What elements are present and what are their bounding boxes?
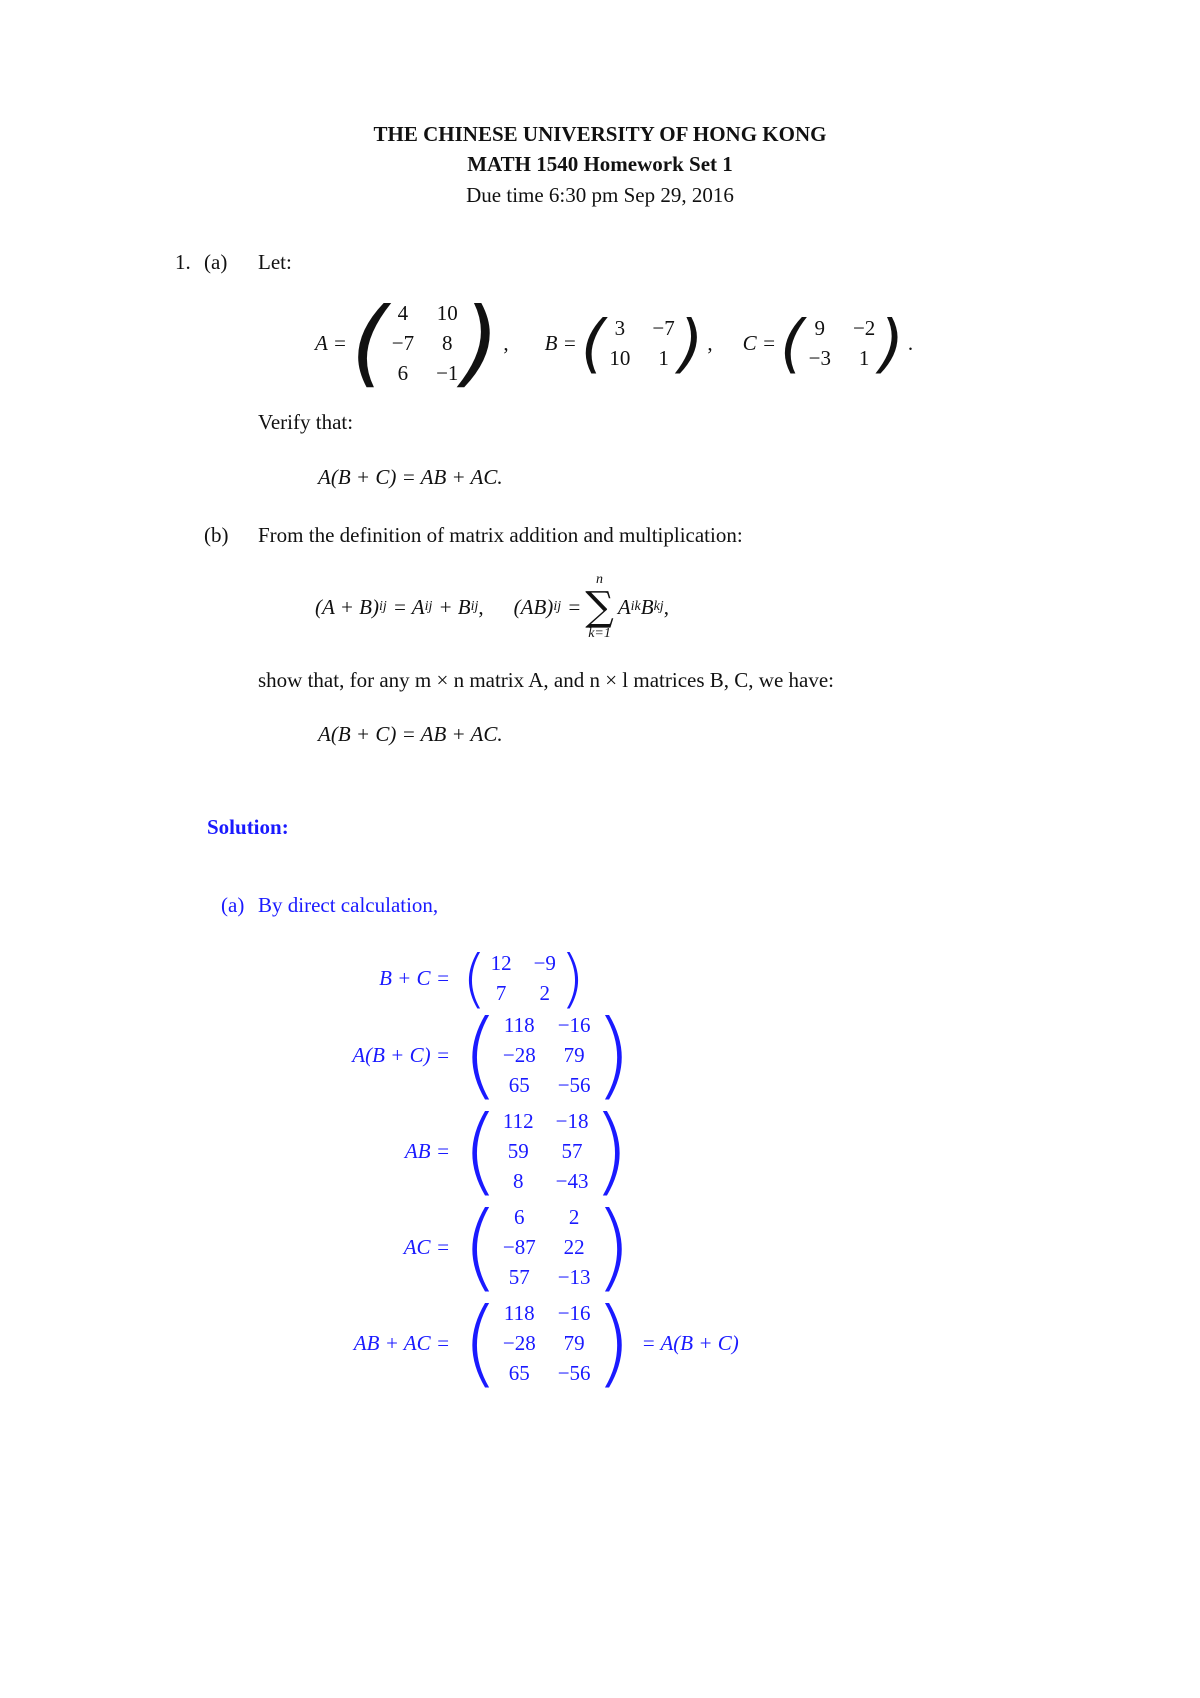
matrix-entry: −87 xyxy=(502,1235,536,1259)
matrix-entry: 65 xyxy=(508,1361,530,1385)
matrix-a-name: A = xyxy=(315,330,347,355)
solution-matrix xyxy=(462,1095,630,1206)
subscript-ij: ij xyxy=(424,599,433,614)
matrix-entry: −18 xyxy=(555,1109,589,1133)
term-a: A xyxy=(617,594,631,619)
matrix-entry: 22 xyxy=(563,1235,585,1259)
solution-lhs: AC = xyxy=(403,1234,450,1259)
matrix-entry: 79 xyxy=(563,1331,585,1355)
solution-matrix xyxy=(462,999,632,1110)
left-paren: ( xyxy=(462,999,499,1110)
solution-lhs: AB = xyxy=(404,1138,450,1163)
matrix-entry: 79 xyxy=(563,1043,585,1067)
distributive-equation-b: A(B + C) = AB + AC. xyxy=(318,722,503,746)
matrix-cells xyxy=(499,1202,595,1292)
matrix-b xyxy=(580,306,704,380)
def-add-rhs: = A xyxy=(392,594,425,619)
matrix-c xyxy=(780,306,904,380)
matrix-entry: 59 xyxy=(507,1139,529,1163)
matrix-entry: −16 xyxy=(557,1301,591,1325)
matrix-entry: 3 xyxy=(614,316,626,340)
def-mult-lhs: (AB) xyxy=(513,594,554,619)
sum-upper-limit: n xyxy=(596,572,604,587)
problem-number: 1. xyxy=(175,250,191,274)
matrix-entry: 118 xyxy=(503,1013,535,1037)
matrix-entry: 1 xyxy=(858,346,870,370)
matrix-cells xyxy=(499,1106,593,1196)
right-paren: ) xyxy=(594,1191,632,1302)
matrix-cells xyxy=(499,1298,595,1388)
matrix-entry: 10 xyxy=(609,346,631,370)
summation xyxy=(585,573,614,641)
left-paren: ( xyxy=(580,306,606,380)
left-paren: ( xyxy=(350,287,388,398)
solution-title: Solution: xyxy=(207,815,289,839)
definition-equations xyxy=(315,572,669,642)
matrix-cells xyxy=(487,948,560,1008)
matrix-entry: −2 xyxy=(852,316,876,340)
right-paren: ) xyxy=(879,306,904,380)
solution-lhs: A(B + C) = xyxy=(352,1042,450,1067)
matrix-entry: 8 xyxy=(442,331,453,355)
verify-text: Verify that: xyxy=(258,410,354,434)
matrix-entry: 6 xyxy=(397,361,409,385)
matrix-entry: −28 xyxy=(502,1043,536,1067)
matrix-entry: 118 xyxy=(503,1301,535,1325)
solution-matrix xyxy=(462,941,585,1015)
solution-matrix xyxy=(462,1287,632,1398)
matrix-entry: −13 xyxy=(557,1265,591,1289)
matrix-entry: 6 xyxy=(514,1205,525,1229)
matrix-entry: 112 xyxy=(502,1109,534,1133)
part-b-show-text: show that, for any m × n matrix A, and n × l matrices B, C, we have: xyxy=(258,668,834,692)
course-title: MATH 1540 Homework Set 1 xyxy=(467,152,733,176)
right-paren: ) xyxy=(462,287,500,398)
subscript-kj: kj xyxy=(653,599,664,614)
def-mult-eq: = xyxy=(567,594,582,619)
matrix-entry: 8 xyxy=(512,1169,524,1193)
solution-lhs: AB + AC = xyxy=(353,1330,450,1355)
part-a-intro: Let: xyxy=(258,250,292,274)
part-b-label: (b) xyxy=(204,523,229,547)
matrix-c-name: C = xyxy=(742,330,777,355)
matrix-entry: 2 xyxy=(539,981,551,1005)
term-b: B xyxy=(640,594,654,619)
sum-lower-limit: k=1 xyxy=(588,626,611,641)
end-period: . xyxy=(907,330,914,355)
distributive-equation-a: A(B + C) = AB + AC. xyxy=(318,465,503,489)
right-paren: ) xyxy=(594,999,632,1110)
matrix-entry: 10 xyxy=(436,301,458,325)
matrix-entry: −1 xyxy=(436,361,459,385)
matrix-entry: 57 xyxy=(561,1139,583,1163)
matrix-entry: 7 xyxy=(495,981,507,1005)
matrix-entry: −56 xyxy=(557,1073,591,1097)
right-paren: ) xyxy=(594,1287,632,1398)
solution-row xyxy=(300,999,635,1110)
matrix-entry: −16 xyxy=(557,1013,591,1037)
left-paren: ( xyxy=(462,1191,499,1302)
def-add-lhs: (A + B) xyxy=(315,594,379,619)
separator: , xyxy=(663,594,669,619)
matrix-entry: 2 xyxy=(568,1205,580,1229)
solution-lhs: B + C = xyxy=(379,965,450,990)
right-paren: ) xyxy=(559,941,585,1015)
solution-row xyxy=(300,941,589,1015)
given-matrices xyxy=(315,287,914,398)
left-paren: ( xyxy=(462,1287,499,1398)
matrix-entry: −9 xyxy=(533,951,556,975)
left-paren: ( xyxy=(462,1095,499,1206)
solution-part-a-text: By direct calculation, xyxy=(258,893,439,917)
matrix-cells xyxy=(388,298,463,388)
separator: , xyxy=(478,594,484,619)
left-paren: ( xyxy=(780,306,805,380)
solution-final-rhs: = A(B + C) xyxy=(641,1330,739,1355)
matrix-entry: −7 xyxy=(652,316,675,340)
solution-row xyxy=(300,1287,739,1398)
matrix-entry: −56 xyxy=(557,1361,591,1385)
def-add-plus: + B xyxy=(438,594,471,619)
due-date: Due time 6:30 pm Sep 29, 2016 xyxy=(466,183,734,207)
sigma-symbol: ∑ xyxy=(585,584,614,630)
matrix-entry: −7 xyxy=(391,331,415,355)
part-a-label: (a) xyxy=(204,250,228,274)
matrix-cells xyxy=(605,313,678,373)
subscript-ij: ij xyxy=(378,599,387,614)
solution-row xyxy=(300,1191,635,1302)
matrix-b-name: B = xyxy=(544,330,577,355)
solution-part-a-label: (a) xyxy=(221,893,245,917)
university-title: THE CHINESE UNIVERSITY OF HONG KONG xyxy=(373,122,827,146)
matrix-entry: 1 xyxy=(658,346,669,370)
separator: , xyxy=(707,330,713,355)
solution-row xyxy=(300,1095,633,1206)
matrix-cells xyxy=(499,1010,595,1100)
matrix-entry: 57 xyxy=(508,1265,530,1289)
subscript-ij: ij xyxy=(470,599,479,614)
matrix-entry: −28 xyxy=(502,1331,536,1355)
matrix-entry: −3 xyxy=(808,346,831,370)
matrix-entry: −43 xyxy=(555,1169,589,1193)
matrix-entry: 12 xyxy=(490,951,512,975)
right-paren: ) xyxy=(678,306,704,380)
right-paren: ) xyxy=(592,1095,630,1206)
subscript-ij: ij xyxy=(553,599,562,614)
separator: , xyxy=(503,330,509,355)
left-paren: ( xyxy=(462,941,487,1015)
matrix-a xyxy=(350,287,500,398)
matrix-entry: 9 xyxy=(814,316,826,340)
solution-matrix xyxy=(462,1191,632,1302)
matrix-entry: 65 xyxy=(508,1073,530,1097)
subscript-ik: ik xyxy=(630,599,641,614)
part-b-text: From the definition of matrix addition and multiplication: xyxy=(258,523,743,547)
matrix-cells xyxy=(805,313,880,373)
matrix-entry: 4 xyxy=(397,301,409,325)
